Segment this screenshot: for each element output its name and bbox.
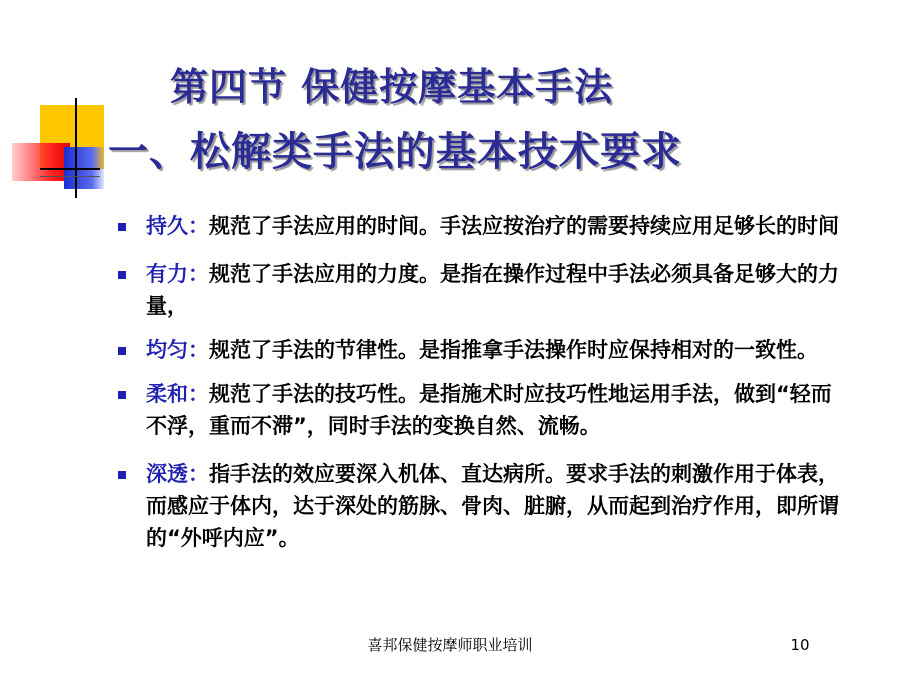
bullet-square-icon [118,223,126,231]
bullet-term: 持久 [146,214,188,238]
bullet-text: 规范了手法应用的力度。是指在操作过程中手法必须具备足够大的力量， [146,262,839,318]
bullet-list [118,210,848,570]
bullet-item-shentou [118,458,848,554]
bullet-item-rouhe [118,378,848,442]
bullet-separator: ： [188,262,209,286]
decor-horizontal-line-2 [40,176,100,177]
bullet-item-chijiu [118,210,848,242]
bullet-term: 柔和 [146,382,188,406]
slide-subtitle: 一、松解类手法的基本技术要求 [108,129,682,175]
bullet-item-youli [118,258,848,322]
bullet-text: 规范了手法的节律性。是指推拿手法操作时应保持相对的一致性。 [209,338,818,362]
bullet-item-junyun [118,334,848,366]
decor-vertical-line [75,98,77,198]
bullet-text: 规范了手法应用的时间。手法应按治疗的需要持续应用足够长的时间 [209,214,839,238]
page-number: 10 [790,636,810,654]
decor-horizontal-line [40,168,100,170]
bullet-square-icon [118,471,126,479]
bullet-text: 指手法的效应要深入机体、直达病所。要求手法的刺激作用于体表，而感应于体内，达于深处的筋脉、骨肉、脏腑，从而起到治疗作用，即所谓的“外呼内应”。 [146,462,839,550]
bullet-term: 深透 [146,462,188,486]
bullet-square-icon [118,271,126,279]
bullet-separator: ： [188,214,209,238]
bullet-square-icon [118,391,126,399]
bullet-text: 规范了手法的技巧性。是指施术时应技巧性地运用手法，做到“轻而不浮，重而不滞”，同时手法的变换自然、流畅。 [146,382,832,438]
slide-title: 第四节 保健按摩基本手法 [170,65,614,109]
bullet-term: 有力 [146,262,188,286]
bullet-separator: ： [188,338,209,362]
bullet-term: 均匀 [146,338,188,362]
bullet-square-icon [118,347,126,355]
bullet-separator: ： [188,462,209,486]
footer-text: 喜邦保健按摩师职业培训 [367,636,533,654]
bullet-separator: ： [188,382,209,406]
